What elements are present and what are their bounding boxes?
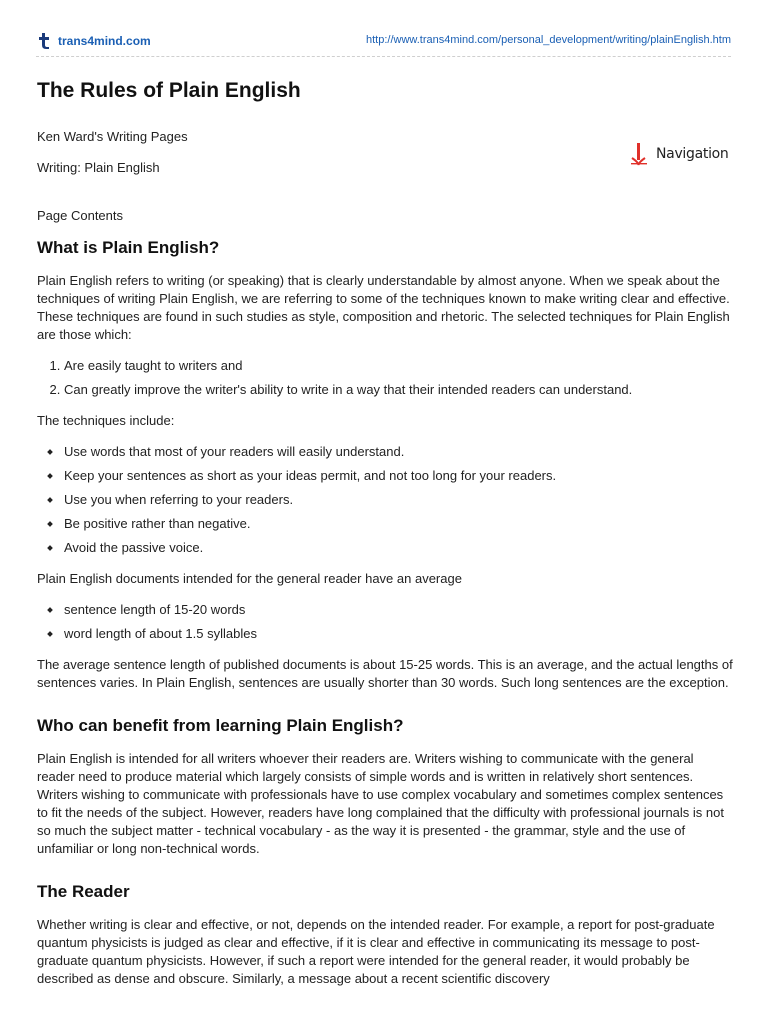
criteria-list: [37, 357, 733, 399]
list-item: Use you when referring to your readers.: [64, 491, 733, 509]
trans4mind-logo-icon: [36, 32, 52, 50]
breadcrumb-plain-english: Writing: Plain English: [37, 160, 160, 175]
page-header: [36, 30, 731, 57]
article-body: [37, 238, 733, 1001]
breadcrumb-writing-pages: Ken Ward's Writing Pages: [37, 129, 188, 144]
navigation-button[interactable]: [630, 142, 729, 166]
intro-paragraph: Plain English refers to writing (or speaking) that is clearly understandable by almost anyone. When we speak about the techniques of writing Plain English, we are referring to some of the techniques known to make writing clear and effective. These techniques are found in such studies as style, composition and rhetoric. The selected techniques for Plain English are those which:: [37, 273, 730, 342]
list-item: 1. Are easily taught to writers and: [64, 357, 733, 375]
heading-who-can-benefit: Who can benefit from learning Plain English?: [37, 716, 404, 735]
heading-what-is-plain-english: What is Plain English?: [37, 238, 220, 257]
list-item: word length of about 1.5 syllables: [64, 625, 733, 643]
techniques-intro: The techniques include:: [37, 413, 175, 428]
heading-the-reader: The Reader: [37, 882, 130, 901]
down-arrow-icon: [630, 142, 648, 166]
site-logo-link[interactable]: [36, 32, 151, 50]
list-item: Be positive rather than negative.: [64, 515, 733, 533]
list-item: sentence length of 15-20 words: [64, 601, 733, 619]
list-item: Avoid the passive voice.: [64, 539, 733, 557]
list-item: Use words that most of your readers will easily understand.: [64, 443, 733, 461]
site-name[interactable]: trans4mind.com: [58, 34, 151, 48]
list-item: Keep your sentences as short as your ideas permit, and not too long for your readers.: [64, 467, 733, 485]
who-can-benefit-paragraph: Plain English is intended for all writers whoever their readers are. Writers wishing to communicate with the general reader need to produce material which largely consists of simple words and is written in relatively short sentences. Writers wishing to communicate with professionals have to use complex vocabulary and sometimes complex sentences to fit the needs of the subject. However, readers have long complained that the difficulty with professional journals is not so much the subject matter - technical vocabulary - as the way it is presented - the grammar, style and the use of unfamiliar or long non-technical words.: [37, 751, 724, 856]
sentence-length-paragraph: The average sentence length of published documents is about 15-25 words. This is an average, and the actual lengths of sentences varies. In Plain English, sentences are usually shorter than 30 words. Such long sentences are the exception.: [37, 657, 733, 690]
page-url-link[interactable]: http://www.trans4mind.com/personal_development/writing/plainEnglish.htm: [365, 34, 731, 46]
techniques-list: [37, 443, 733, 557]
page-contents-link[interactable]: Page Contents: [37, 208, 124, 223]
reader-paragraph: Whether writing is clear and effective, or not, depends on the intended reader. For example, a report for post-graduate quantum physicists is judged as clear and effective, if it is clear and effective in communicating its message to post-graduate quantum physicists. However, if such a report were intended for the general reader, it would probably be described as dense and obscure. Similarly, a message about a recent scientific discovery: [37, 917, 715, 986]
navigation-label: Navigation: [656, 146, 729, 162]
list-item: 2. Can greatly improve the writer's ability to write in a way that their intended readers can understand.: [64, 381, 733, 399]
averages-list: [37, 601, 733, 643]
page-title: The Rules of Plain English: [37, 79, 301, 102]
average-intro: Plain English documents intended for the general reader have an average: [37, 571, 462, 586]
